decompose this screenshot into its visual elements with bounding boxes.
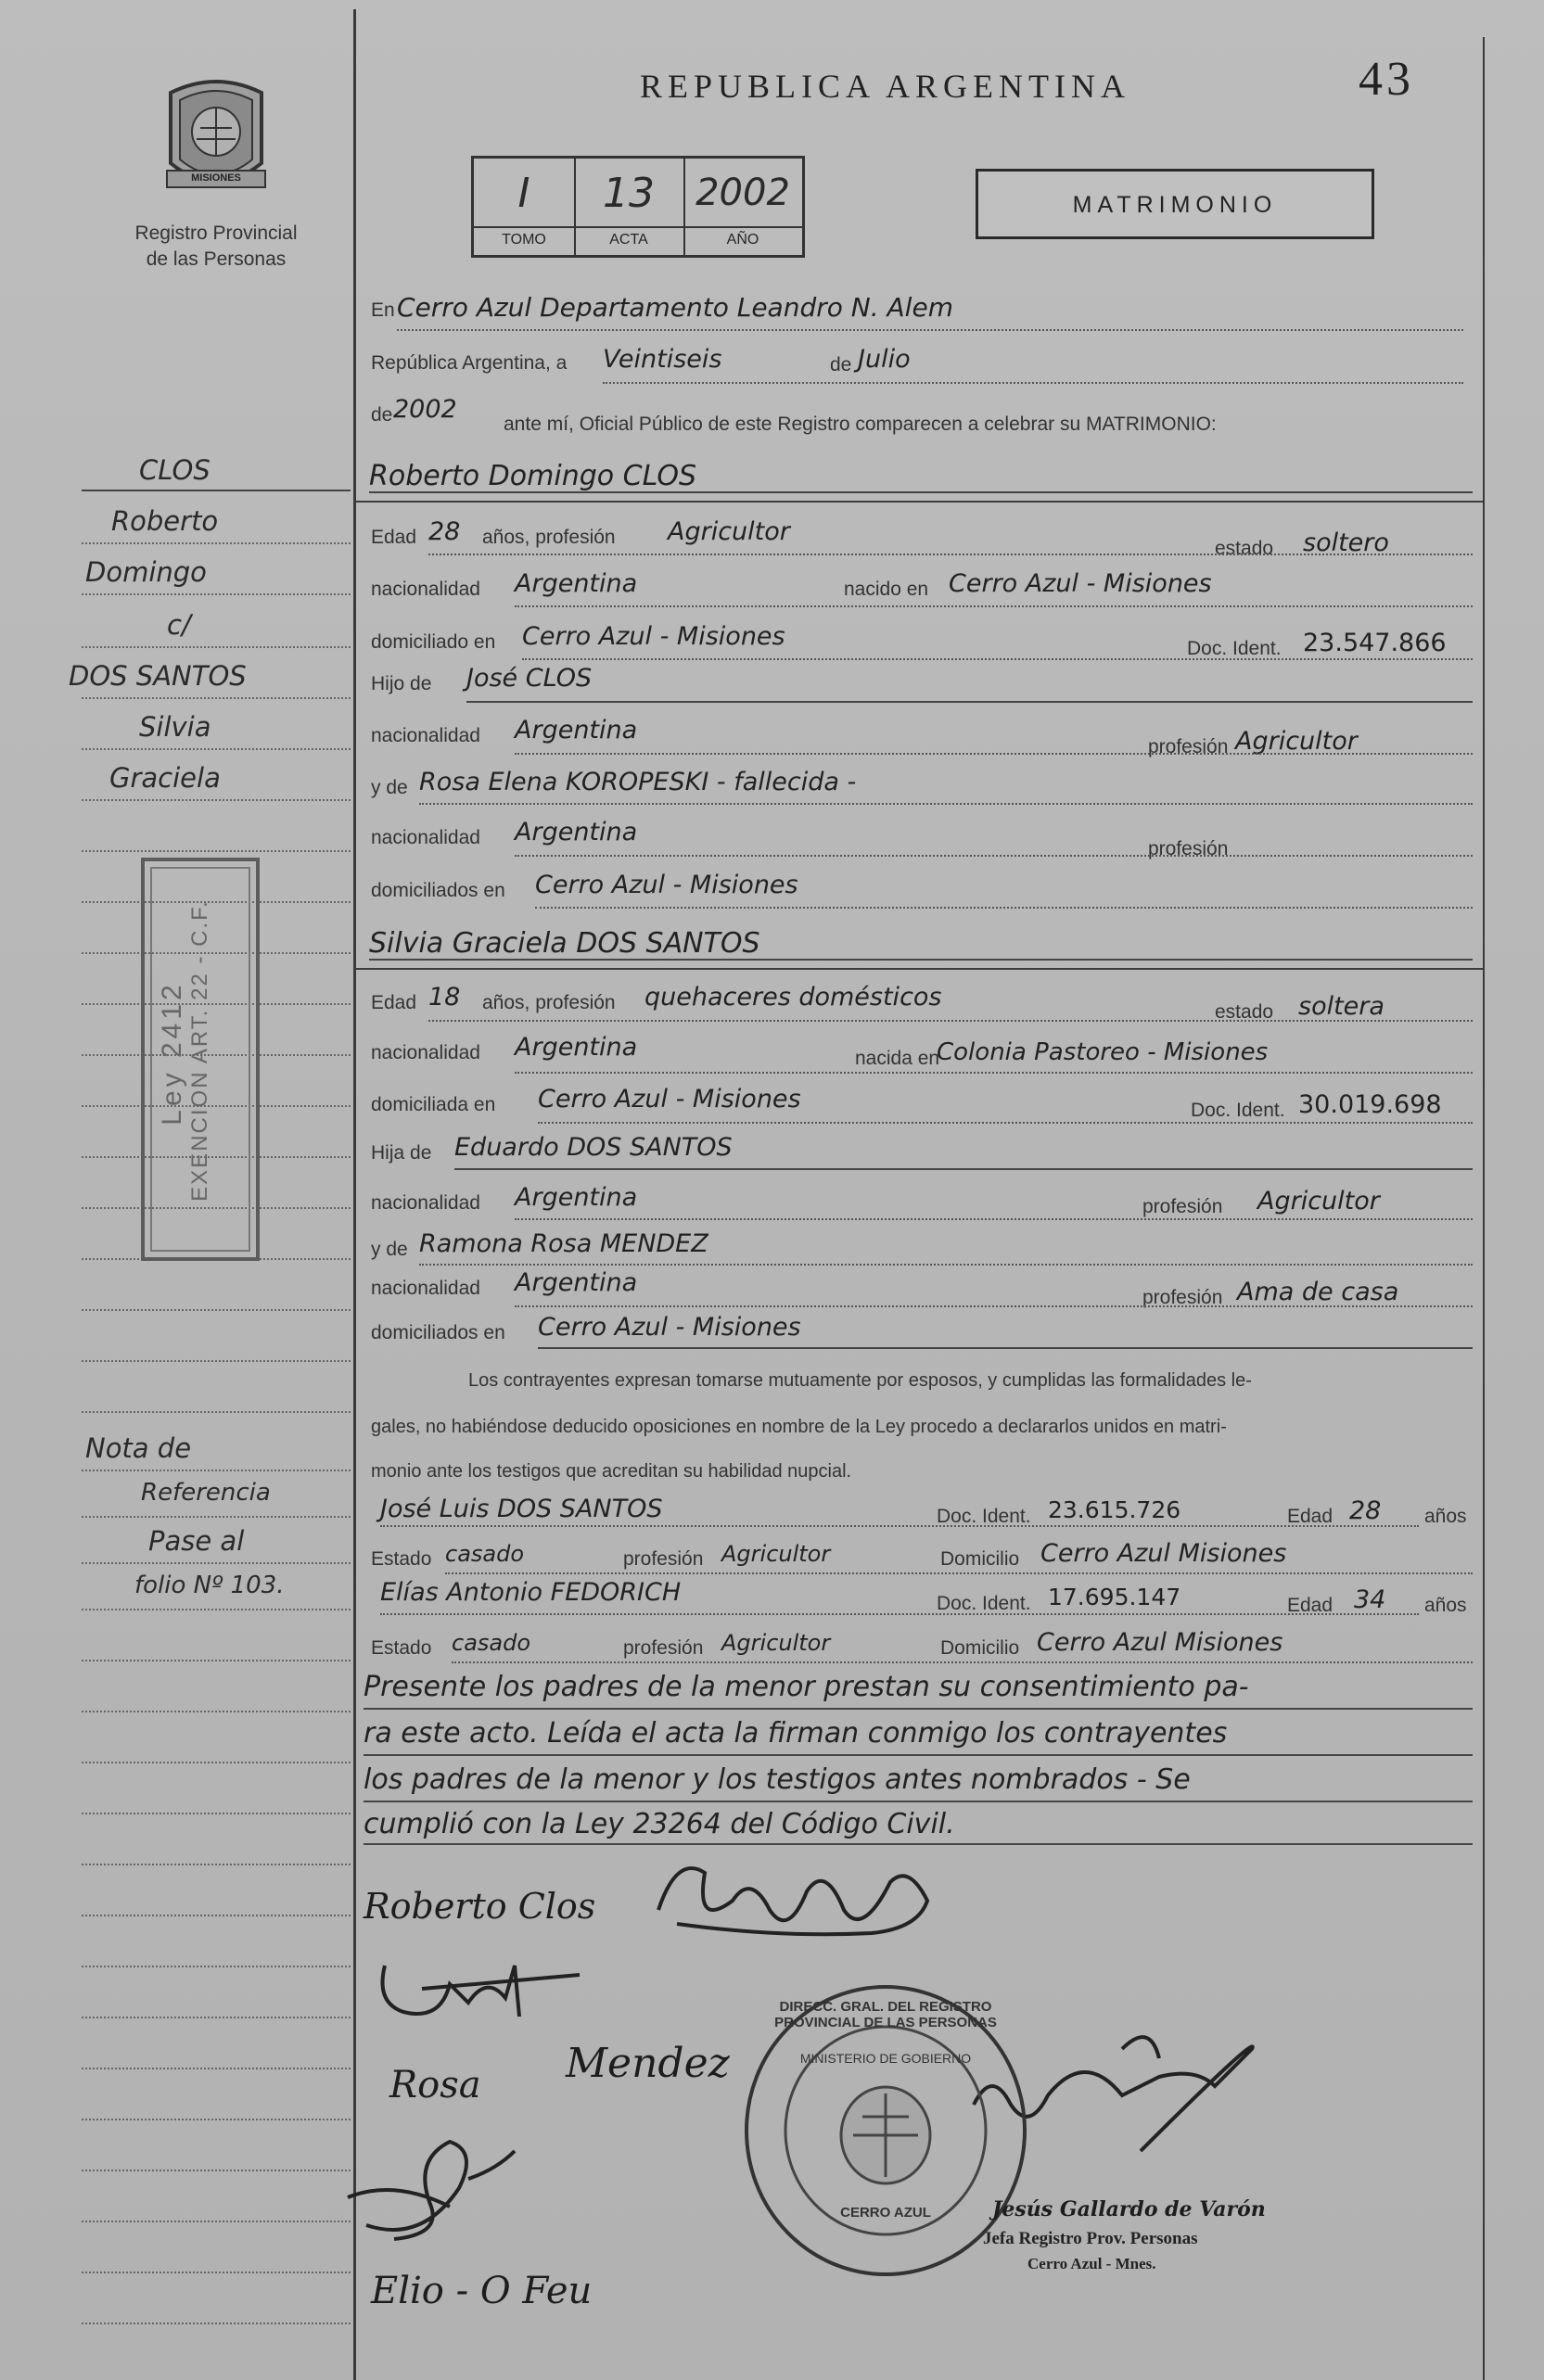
witness1-doc: 23.615.726 <box>1048 1496 1181 1523</box>
witness2-profession: Agricultor <box>721 1630 831 1656</box>
margin-bride-first: Silvia <box>139 711 211 743</box>
seal-outer-text: DIRECC. GRAL. DEL REGISTRO PROVINCIAL DE LAS PERSONAS <box>774 1999 997 2030</box>
bride-father-profession: Agricultor <box>1257 1187 1380 1215</box>
emblem-bottom-text: MISIONES <box>191 172 241 184</box>
exemption-stamp-article: EXENCION ART. 22 - C.F. <box>187 899 212 1202</box>
bride-age: 18 <box>428 983 461 1012</box>
witness1-profession: Agricultor <box>721 1541 831 1567</box>
groom-mother-rule <box>419 803 1473 805</box>
groom-doc: 23.547.866 <box>1303 629 1447 657</box>
witness2-dom-label: Domicilio <box>940 1637 1020 1659</box>
margin-rule-18 <box>82 1411 351 1413</box>
margin-rule-28 <box>82 1915 351 1916</box>
en-label: En <box>371 299 395 321</box>
groom-nacido-label: nacido en <box>844 579 929 600</box>
ano-label: AÑO <box>726 232 759 248</box>
groom-y-de-label: y de <box>371 777 408 798</box>
country-title: REPUBLICA ARGENTINA <box>640 68 1131 105</box>
margin-rule-3 <box>82 646 351 648</box>
margin-note-line3: Pase al <box>148 1525 245 1557</box>
margin-rule-34 <box>82 2221 351 2222</box>
groom-profession: Agricultor <box>668 517 790 546</box>
bride-doc: 30.019.698 <box>1298 1090 1442 1119</box>
bride-birthplace: Colonia Pastoreo - Misiones <box>937 1038 1269 1066</box>
groom-parents-residence: Cerro Azul - Misiones <box>535 871 798 899</box>
witness2-age: 34 <box>1354 1585 1386 1614</box>
margin-rule-1 <box>82 542 351 544</box>
witness1-name-rule <box>380 1525 1419 1527</box>
bride-mother: Ramona Rosa MENDEZ <box>419 1229 708 1258</box>
bride-civil-status: soltera <box>1298 992 1384 1021</box>
bride-edad-rule <box>428 1020 1473 1022</box>
obs-rule3 <box>364 1801 1473 1802</box>
groom-father-nationality: Argentina <box>515 716 638 745</box>
margin-rule-29 <box>82 1966 351 1967</box>
witness1-doc-label: Doc. Ident. <box>937 1506 1031 1527</box>
margin-bride-surname: DOS SANTOS <box>69 660 247 692</box>
provincial-emblem <box>160 74 273 204</box>
place-field: Cerro Azul Departamento Leandro N. Alem <box>397 292 953 323</box>
margin-rule-36 <box>82 2323 351 2324</box>
margin-rule-23 <box>82 1660 351 1661</box>
year-prefix: de <box>371 404 393 426</box>
margin-rule-20 <box>82 1516 351 1518</box>
bride-mother-nat-label: nacionalidad <box>371 1278 480 1299</box>
observation-line2: ra este acto. Leída el acta la firman conmigo los contrayentes <box>364 1717 1228 1750</box>
margin-rule-27 <box>82 1864 351 1865</box>
witness2-anos-label: años <box>1424 1595 1467 1616</box>
registrar-title: Jefa Registro Prov. Personas <box>983 2229 1198 2248</box>
groom-father: José CLOS <box>466 664 593 693</box>
signature-official-scrawl <box>640 1845 955 1956</box>
margin-rule-4 <box>82 697 351 699</box>
margin-rule-7 <box>82 850 351 852</box>
witness2-estado-label: Estado <box>371 1637 432 1659</box>
date-rule <box>603 382 1463 384</box>
groom-mother: Rosa Elena KOROPESKI - fallecida - <box>419 768 857 796</box>
margin-rule-21 <box>82 1562 351 1564</box>
margin-rule-24 <box>82 1711 351 1712</box>
bride-profession: quehaceres domésticos <box>644 983 942 1012</box>
groom-parents-dom-label: domiciliados en <box>371 880 505 901</box>
witness1-estado-rule <box>445 1572 1473 1574</box>
groom-edad-label: Edad <box>371 527 417 548</box>
republica-label: República Argentina, a <box>371 352 568 374</box>
left-margin-rule <box>353 9 356 2380</box>
bride-doc-label: Doc. Ident. <box>1191 1100 1285 1121</box>
groom-mother-nat-rule <box>515 855 1473 857</box>
groom-estado-label: estado <box>1215 538 1274 559</box>
groom-anos-profesion-label: años, profesión <box>482 527 616 548</box>
right-margin-rule <box>1483 37 1485 2380</box>
groom-domiciliado-label: domiciliado en <box>371 631 496 653</box>
obs-rule1 <box>364 1708 1473 1710</box>
groom-nac-rule <box>515 605 1473 607</box>
groom-mother-prof-label: profesión <box>1148 838 1229 859</box>
groom-doc-label: Doc. Ident. <box>1187 638 1282 659</box>
margin-groom-second: Domingo <box>85 556 207 588</box>
signature-roberto-clos: Roberto Clos <box>364 1886 596 1927</box>
witness2-prof-label: profesión <box>623 1637 704 1659</box>
groom-name-rule <box>369 491 1473 493</box>
margin-rule-31 <box>82 2068 351 2069</box>
observation-line3: los padres de la menor y los testigos antes nombrados - Se <box>364 1763 1191 1796</box>
groom-nacionalidad-label: nacionalidad <box>371 579 480 600</box>
margin-rule-5 <box>82 748 351 750</box>
margin-rule-26 <box>82 1813 351 1814</box>
bride-dom-rule <box>538 1122 1473 1124</box>
signature-groom-scrawl <box>366 1947 598 2040</box>
witness1-anos-label: años <box>1424 1506 1467 1527</box>
witness1-residence: Cerro Azul Misiones <box>1040 1539 1287 1568</box>
witness2-name-rule <box>380 1613 1419 1615</box>
registry-name-line2: de las Personas <box>146 248 287 270</box>
witness1-prof-label: profesión <box>623 1548 704 1570</box>
witness2-estado-rule <box>452 1661 1473 1663</box>
declaration-line3: monio ante los testigos que acreditan su habilidad nupcial. <box>371 1461 852 1482</box>
witness1-edad-label: Edad <box>1287 1506 1333 1527</box>
margin-rule-35 <box>82 2272 351 2273</box>
margin-surname-rule <box>82 490 351 491</box>
bride-estado-label: estado <box>1215 1001 1274 1023</box>
bride-domiciliada-label: domiciliada en <box>371 1094 496 1115</box>
signature-elio: Elio - O Feu <box>371 2270 593 2312</box>
bride-father-nationality: Argentina <box>515 1183 638 1212</box>
seal-city-text: CERRO AZUL <box>840 2205 931 2221</box>
groom-father-prof-label: profesión <box>1148 736 1229 757</box>
volume-box <box>471 156 805 258</box>
bride-name: Silvia Graciela DOS SANTOS <box>369 927 760 960</box>
witness1-dom-label: Domicilio <box>940 1548 1020 1570</box>
place-rule <box>397 329 1463 331</box>
bride-father-prof-label: profesión <box>1142 1196 1223 1217</box>
ano-value: 2002 <box>695 172 790 214</box>
groom-father-nat-label: nacionalidad <box>371 725 480 746</box>
margin-rule-30 <box>82 2017 351 2018</box>
witness2-name: Elías Antonio FEDORICH <box>380 1578 682 1607</box>
signature-witness-scrawl <box>338 2123 524 2253</box>
bride-residence: Cerro Azul - Misiones <box>538 1085 801 1114</box>
groom-dom-rule <box>522 658 1473 660</box>
witness1-civil-status: casado <box>445 1541 525 1567</box>
bride-mother-prof-label: profesión <box>1142 1287 1223 1308</box>
bride-parents-dom-rule <box>538 1347 1473 1349</box>
groom-birthplace: Cerro Azul - Misiones <box>949 569 1212 598</box>
bride-nacionalidad-label: nacionalidad <box>371 1042 480 1063</box>
groom-parents-dom-rule <box>535 907 1473 909</box>
witness2-edad-label: Edad <box>1287 1595 1333 1616</box>
groom-residence: Cerro Azul - Misiones <box>522 622 785 651</box>
bride-nacida-label: nacida en <box>855 1048 940 1069</box>
margin-rule-16 <box>82 1309 351 1311</box>
bride-hija-label: Hija de <box>371 1142 432 1164</box>
bride-father-nat-rule <box>515 1218 1473 1220</box>
appearance-statement: ante mí, Oficial Público de este Registro comparecen a celebrar su MATRIMONIO: <box>504 414 1217 435</box>
witness1-name: José Luis DOS SANTOS <box>380 1495 663 1523</box>
bride-father: Eduardo DOS SANTOS <box>454 1133 733 1162</box>
exemption-stamp-law: Ley 2412 <box>157 981 187 1126</box>
margin-bride-second: Graciela <box>109 762 221 794</box>
groom-civil-status: soltero <box>1303 528 1389 557</box>
groom-name: Roberto Domingo CLOS <box>369 460 697 492</box>
witness2-doc-label: Doc. Ident. <box>937 1593 1031 1614</box>
bride-mother-rule <box>419 1264 1473 1266</box>
margin-rule-6 <box>82 799 351 801</box>
obs-rule2 <box>364 1754 1473 1756</box>
registrar-name: Jesús Gallardo de Varón <box>992 2197 1266 2221</box>
declaration-line1: Los contrayentes expresan tomarse mutuamente por esposos, y cumplidas las formalidades le- <box>468 1370 1252 1391</box>
margin-note-line1: Nota de <box>85 1432 192 1464</box>
bride-anos-profesion-label: años, profesión <box>482 992 616 1013</box>
margin-rule-32 <box>82 2119 351 2120</box>
month-field: Julio <box>858 345 911 374</box>
witness1-age: 28 <box>1349 1496 1382 1525</box>
acta-label: ACTA <box>609 232 648 248</box>
margin-rule-19 <box>82 1470 351 1471</box>
page-number: 43 <box>1359 53 1414 106</box>
tomo-value: I <box>517 170 530 217</box>
tomo-label: TOMO <box>502 232 546 248</box>
groom-section-separator <box>355 501 1483 503</box>
bride-mother-nationality: Argentina <box>515 1268 638 1297</box>
margin-note-line2: Referencia <box>141 1479 271 1507</box>
bride-parents-residence: Cerro Azul - Misiones <box>538 1313 801 1342</box>
margin-rule-17 <box>82 1360 351 1362</box>
bride-y-de-label: y de <box>371 1239 408 1260</box>
day-field: Veintiseis <box>603 345 722 374</box>
bride-edad-label: Edad <box>371 992 417 1013</box>
seal-inner-text: MINISTERIO DE GOBIERNO <box>799 2051 972 2066</box>
witness2-residence: Cerro Azul Misiones <box>1037 1628 1283 1657</box>
witness2-doc: 17.695.147 <box>1048 1584 1181 1610</box>
groom-mother-nat-label: nacionalidad <box>371 827 480 848</box>
witness2-civil-status: casado <box>452 1630 531 1656</box>
year-field: 2002 <box>393 395 457 424</box>
bride-section-separator <box>355 968 1483 970</box>
signature-mendez: Mendez <box>566 2040 730 2087</box>
signature-rosa: Rosa <box>389 2064 481 2106</box>
exemption-stamp <box>141 858 260 1261</box>
groom-father-rule <box>466 701 1473 703</box>
record-type-label: MATRIMONIO <box>1072 192 1278 218</box>
bride-mother-profession: Ama de casa <box>1237 1278 1399 1306</box>
bride-nationality: Argentina <box>515 1033 638 1062</box>
bride-parents-dom-label: domiciliados en <box>371 1322 505 1343</box>
margin-rule-2 <box>82 593 351 595</box>
groom-hijo-label: Hijo de <box>371 673 432 694</box>
groom-father-nat-rule <box>515 753 1473 755</box>
witness1-estado-label: Estado <box>371 1548 432 1570</box>
groom-edad-rule <box>428 554 1473 555</box>
margin-groom-first: Roberto <box>111 505 219 537</box>
groom-age: 28 <box>428 517 461 546</box>
bride-name-rule <box>369 959 1473 961</box>
groom-father-profession: Agricultor <box>1235 727 1358 756</box>
margin-note-line4: folio Nº 103. <box>134 1572 285 1599</box>
margin-conjunction: c/ <box>167 609 191 641</box>
record-type-box <box>976 169 1374 239</box>
declaration-line2: gales, no habiéndose deducido oposiciones en nombre de la Ley procedo a declararlos unidos en matri- <box>371 1417 1227 1437</box>
bride-nac-rule <box>515 1072 1473 1074</box>
groom-mother-nationality: Argentina <box>515 818 638 846</box>
acta-value: 13 <box>603 170 655 217</box>
margin-rule-25 <box>82 1762 351 1763</box>
margin-surname: CLOS <box>139 454 211 486</box>
margin-rule-33 <box>82 2170 351 2171</box>
registrar-city: Cerro Azul - Mnes. <box>1027 2255 1156 2272</box>
bride-father-rule <box>454 1168 1473 1170</box>
bride-father-nat-label: nacionalidad <box>371 1192 480 1214</box>
groom-nationality: Argentina <box>515 569 638 598</box>
observation-line4: cumplió con la Ley 23264 del Código Civil. <box>364 1808 955 1840</box>
month-de-label: de <box>830 354 852 375</box>
registry-name-line1: Registro Provincial <box>134 223 298 244</box>
margin-rule-22 <box>82 1609 351 1610</box>
observation-line1: Presente los padres de la menor prestan su consentimiento pa- <box>364 1671 1249 1703</box>
bride-mother-nat-rule <box>515 1305 1473 1307</box>
